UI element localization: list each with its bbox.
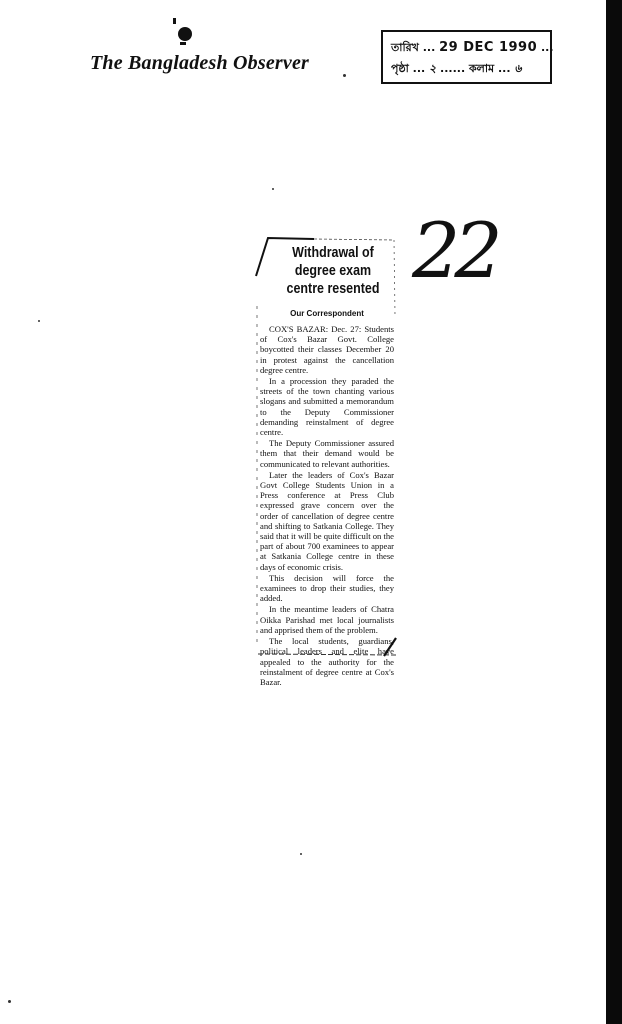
article-byline: Our Correspondent xyxy=(290,309,364,318)
stamp-page-row: পৃষ্ঠা ... ২ ...... কলাম ... ৬ xyxy=(391,62,522,75)
stamp-page-label: পৃষ্ঠা xyxy=(391,62,409,75)
stamp-date-row: তারিখ ... 29 DEC 1990 ... xyxy=(391,40,554,55)
ink-blot-mark xyxy=(171,14,199,46)
stamp-column-value: ৬ xyxy=(514,62,522,75)
stamp-page-value: ২ xyxy=(429,62,437,75)
headline-line: centre resented xyxy=(286,281,380,297)
newspaper-masthead: The Bangladesh Observer xyxy=(90,52,310,74)
handwritten-page-number: 22 xyxy=(412,206,497,295)
scan-speck xyxy=(300,853,302,855)
newspaper-clipping xyxy=(254,236,400,687)
article-paragraph: The Deputy Commissioner assured them that their demand would be communicated to relevant authorities. xyxy=(260,438,394,469)
article-headline xyxy=(281,244,386,298)
scan-speck xyxy=(8,1000,11,1003)
scan-speck xyxy=(343,74,346,77)
article-paragraph: In the meantime leaders of Chatra Oikka Parishad met local journalists and apprised them of the problem. xyxy=(260,604,394,635)
headline-line: Withdrawal of xyxy=(292,245,374,261)
article-paragraph: In a procession they paraded the streets of the town chanting various slogans and submitted a memorandum to the Deputy Commissioner demanding reinstalment of degree centre. xyxy=(260,376,394,438)
article-paragraph: COX'S BAZAR: Dec. 27: Students of Cox's Bazar Govt. College boycotted their classes December 20 in protest against the cancellation degree centre. xyxy=(260,324,394,375)
article-paragraph: The local students, guardians, political leaders and elite have appealed to the authority for the reinstalment of degree centre at Cox's Bazar. xyxy=(260,636,394,687)
scan-speck xyxy=(272,188,274,190)
stamp-date-value: 29 DEC 1990 xyxy=(439,40,538,55)
scan-speck xyxy=(38,320,40,322)
archive-date-stamp xyxy=(381,30,552,84)
article-body xyxy=(260,324,394,688)
article-paragraph: Later the leaders of Cox's Bazar Govt College Students Union in a Press conference at Press Club expressed grave concern over the order of cancellation of degree centre and shifting to Satkania College. They said that it will be quite difficult on the part of about 700 examinees to appear at Satkania College centre in these days of economic crisis. xyxy=(260,469,394,572)
article-paragraph: This decision will force the examinees to drop their studies, they added. xyxy=(260,572,394,604)
scan-edge-shadow xyxy=(606,0,622,1024)
stamp-date-label: তারিখ xyxy=(391,41,419,54)
headline-line: degree exam xyxy=(294,263,372,279)
stamp-column-label: কলাম xyxy=(468,62,495,75)
